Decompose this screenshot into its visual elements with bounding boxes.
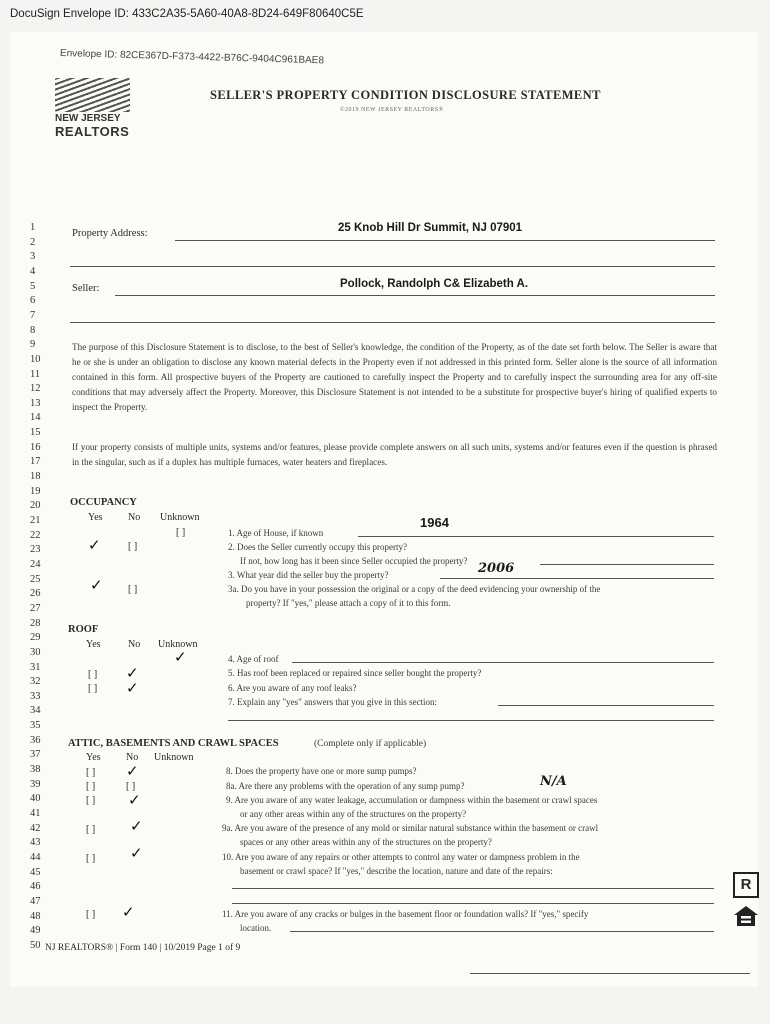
q3a-cont-text: property? If "yes," please attach a copy of it to this form. xyxy=(246,598,451,608)
line-number: 26 xyxy=(30,588,41,600)
q2b-underline xyxy=(540,564,714,565)
line-number: 20 xyxy=(30,500,41,512)
q8a-answer[interactable]: N/A xyxy=(540,774,567,789)
line-number: 47 xyxy=(30,895,41,907)
q6-text: 6. Are you aware of any roof leaks? xyxy=(228,683,357,693)
property-address-label: Property Address: xyxy=(72,228,148,239)
q6-no-check[interactable]: ✓ xyxy=(126,681,139,697)
logo-stripes xyxy=(55,78,130,112)
form-subtitle: ©2019 NEW JERSEY REALTORS® xyxy=(340,107,444,113)
roof-yes-header: Yes xyxy=(86,639,101,650)
q10-text: 10. Are you aware of any repairs or other attempts to control any water or dampness problem in the xyxy=(222,852,580,862)
q8-no-check[interactable]: ✓ xyxy=(126,764,139,780)
attic-unknown-header: Unknown xyxy=(154,752,194,763)
q8-text: 8. Does the property have one or more sump pumps? xyxy=(226,766,417,776)
q11-text: 11. Are you aware of any cracks or bulges in the basement floor or foundation walls? If "yes," specify xyxy=(222,909,589,919)
line-number: 3 xyxy=(30,251,36,263)
q7-line2 xyxy=(228,720,714,721)
q3a-yes-check[interactable]: ✓ xyxy=(90,578,103,594)
line-number: 16 xyxy=(30,441,41,453)
line-number: 48 xyxy=(30,910,41,922)
roof-no-header: No xyxy=(128,639,141,650)
equal-housing-icon xyxy=(733,905,759,927)
q3-underline xyxy=(440,578,714,579)
q10-yes-checkbox[interactable]: [ ] xyxy=(86,853,96,864)
q2-no-checkbox[interactable]: [ ] xyxy=(128,541,138,552)
q3a-text: 3a. Do you have in your possession the original or a copy of the deed evidencing your ownership of the xyxy=(228,584,601,594)
line-number: 19 xyxy=(30,485,41,497)
occupancy-unknown-header: Unknown xyxy=(160,512,200,523)
seller-underline xyxy=(115,295,715,296)
line-number: 9 xyxy=(30,339,36,351)
q3a-no-checkbox[interactable]: [ ] xyxy=(128,584,138,595)
q9-cont-text: or any other areas within any of the structures on the property? xyxy=(240,809,467,819)
q9a-no-check[interactable]: ✓ xyxy=(130,819,143,835)
attic-yes-header: Yes xyxy=(86,752,101,763)
nj-realtors-logo xyxy=(55,78,130,139)
q10-line2 xyxy=(232,903,714,904)
q11-cont-text: location. xyxy=(240,923,272,933)
line-number: 33 xyxy=(30,690,41,702)
q10-line1 xyxy=(232,888,714,889)
line-number: 13 xyxy=(30,397,41,409)
q9a-text: 9a. Are you aware of the presence of any mold or similar natural substance within the basement or crawl xyxy=(222,823,599,833)
roof-heading: ROOF xyxy=(68,624,99,635)
line-number: 37 xyxy=(30,749,41,761)
line-number: 35 xyxy=(30,720,41,732)
form-title: SELLER'S PROPERTY CONDITION DISCLOSURE STATEMENT xyxy=(210,88,601,102)
q11-yes-checkbox[interactable]: [ ] xyxy=(86,909,96,920)
q9-yes-checkbox[interactable]: [ ] xyxy=(86,795,96,806)
seller-line2 xyxy=(70,322,715,323)
form-footer: NJ REALTORS® | Form 140 | 10/2019 Page 1 of 9 xyxy=(45,943,241,953)
q2-yes-check[interactable]: ✓ xyxy=(88,538,101,554)
line-number: 11 xyxy=(30,368,41,380)
q2-text: 2. Does the Seller currently occupy this property? xyxy=(228,542,407,552)
property-line2 xyxy=(70,266,715,267)
line-number: 15 xyxy=(30,427,41,439)
property-address-value[interactable]: 25 Knob Hill Dr Summit, NJ 07901 xyxy=(338,222,523,234)
q1-underline xyxy=(358,536,714,537)
line-number: 18 xyxy=(30,471,41,483)
occupancy-no-header: No xyxy=(128,512,141,523)
q5-text: 5. Has roof been replaced or repaired since seller bought the property? xyxy=(228,668,482,678)
line-number: 6 xyxy=(30,295,36,307)
q1-text: 1. Age of House, if known xyxy=(228,528,324,538)
q5-yes-checkbox[interactable]: [ ] xyxy=(88,669,98,680)
line-number: 31 xyxy=(30,661,41,673)
q9a-yes-checkbox[interactable]: [ ] xyxy=(86,824,96,835)
line-number: 23 xyxy=(30,544,41,556)
line-number: 1 xyxy=(30,222,36,233)
inner-envelope-id: Envelope ID: 82CE367D-F373-4422-B76C-9404C961BAE8 xyxy=(59,48,325,67)
seller-value[interactable]: Pollock, Randolph C& Elizabeth A. xyxy=(340,278,529,290)
occupancy-heading: OCCUPANCY xyxy=(70,497,137,508)
line-number: 34 xyxy=(30,705,41,717)
q7-underline xyxy=(498,705,714,706)
q4-underline xyxy=(292,662,714,663)
logo-line2: REALTORS xyxy=(55,124,130,139)
purpose-paragraph: The purpose of this Disclosure Statement is to disclose, to the best of Seller's knowledge, the condition of the Property, as of the date set forth below. The Seller is aware that he or she is under an obligation to disclose any known material defects in the Property even if not addressed in this printed form. Seller alone is the source of all information contained in this form. All prospective buyers of the Property are cautioned to carefully inspect the Property and to carefully inspect the surrounding area for any off-site conditions that may adversely affect the Property. Moreover, this Disclosure Statement is not intended to be a substitute for prospective buyer's hiring of qualified experts to inspect the Property. xyxy=(72,342,717,412)
line-number: 24 xyxy=(30,558,41,570)
property-underline xyxy=(175,240,715,241)
line-number: 28 xyxy=(30,617,41,629)
q7-text: 7. Explain any "yes" answers that you give in this section: xyxy=(228,697,438,707)
q3-answer[interactable]: 2006 xyxy=(478,561,515,576)
line-number: 39 xyxy=(30,778,41,790)
line-number: 17 xyxy=(30,456,41,468)
line-number: 14 xyxy=(30,412,41,424)
line-number: 36 xyxy=(30,734,41,746)
logo-line1: NEW JERSEY xyxy=(55,113,121,124)
line-number: 4 xyxy=(30,265,36,277)
occupancy-yes-header: Yes xyxy=(88,512,103,523)
line-number: 38 xyxy=(30,764,41,776)
line-number: 41 xyxy=(30,808,41,819)
line-number: 22 xyxy=(30,529,41,541)
q11-underline xyxy=(290,931,714,932)
line-number: 45 xyxy=(30,866,41,878)
line-number: 2 xyxy=(30,236,36,248)
q6-yes-checkbox[interactable]: [ ] xyxy=(88,683,98,694)
roof-unknown-header: Unknown xyxy=(158,639,198,650)
line-number: 44 xyxy=(30,851,41,863)
q4-text: 4. Age of roof xyxy=(228,654,279,664)
line-number: 21 xyxy=(30,515,41,526)
seller-label: Seller: xyxy=(72,283,100,294)
line-number: 32 xyxy=(30,676,41,688)
q1-answer[interactable]: 1964 xyxy=(420,515,449,530)
line-number: 25 xyxy=(30,573,41,585)
line-number: 46 xyxy=(30,881,41,893)
q1-unknown-checkbox[interactable]: [ ] xyxy=(176,527,186,538)
line-number: 42 xyxy=(30,822,41,834)
bottom-rule xyxy=(470,973,750,974)
line-number: 8 xyxy=(30,324,36,336)
line-number: 7 xyxy=(30,309,36,321)
q8a-text: 8a. Are there any problems with the operation of any sump pump? xyxy=(226,781,465,791)
q10-cont-text: basement or crawl space? If "yes," describe the location, nature and date of the repairs: xyxy=(240,866,553,876)
q8a-no-checkbox[interactable]: [ ] xyxy=(126,781,136,792)
q10-no-check[interactable]: ✓ xyxy=(130,846,143,862)
attic-no-header: No xyxy=(126,752,139,763)
line-number: 43 xyxy=(30,837,41,849)
q2b-text: If not, how long has it been since Seller occupied the property? xyxy=(240,556,468,566)
docusign-envelope-id: DocuSign Envelope ID: 433C2A35-5A60-40A8-8D24-649F80640C5E xyxy=(10,8,364,20)
line-number: 40 xyxy=(30,793,41,805)
q9-no-check[interactable]: ✓ xyxy=(128,793,141,809)
line-number: 5 xyxy=(30,280,36,292)
line-number: 50 xyxy=(30,939,41,951)
q3-text: 3. What year did the seller buy the property? xyxy=(228,570,389,580)
q8-yes-checkbox[interactable]: [ ] xyxy=(86,767,96,778)
line-number: 29 xyxy=(30,632,41,644)
attic-heading-note: (Complete only if applicable) xyxy=(314,739,427,749)
q8a-yes-checkbox[interactable]: [ ] xyxy=(86,781,96,792)
line-number: 30 xyxy=(30,646,41,658)
line-number: 49 xyxy=(30,925,41,937)
q4-unknown-check[interactable]: ✓ xyxy=(174,650,187,666)
line-number: 12 xyxy=(30,383,41,395)
attic-heading: ATTIC, BASEMENTS AND CRAWL SPACES xyxy=(68,738,279,749)
q9a-cont-text: spaces or any other areas within any of the structures on the property? xyxy=(240,837,492,847)
line-number: 10 xyxy=(30,353,41,365)
realtor-icon: R xyxy=(733,872,759,898)
line-number: 27 xyxy=(30,602,41,614)
q9-text: 9. Are you aware of any water leakage, accumulation or dampness within the basement or crawl spaces xyxy=(226,795,598,805)
q11-no-check[interactable]: ✓ xyxy=(122,905,135,921)
multiple-units-paragraph: If your property consists of multiple units, systems and/or features, please provide complete answers on all such units, systems and/or features even if the question is phrased in the singular, such as if a duplex has multiple furnaces, water heaters and fireplaces. xyxy=(72,442,717,467)
q5-no-check[interactable]: ✓ xyxy=(126,666,139,682)
